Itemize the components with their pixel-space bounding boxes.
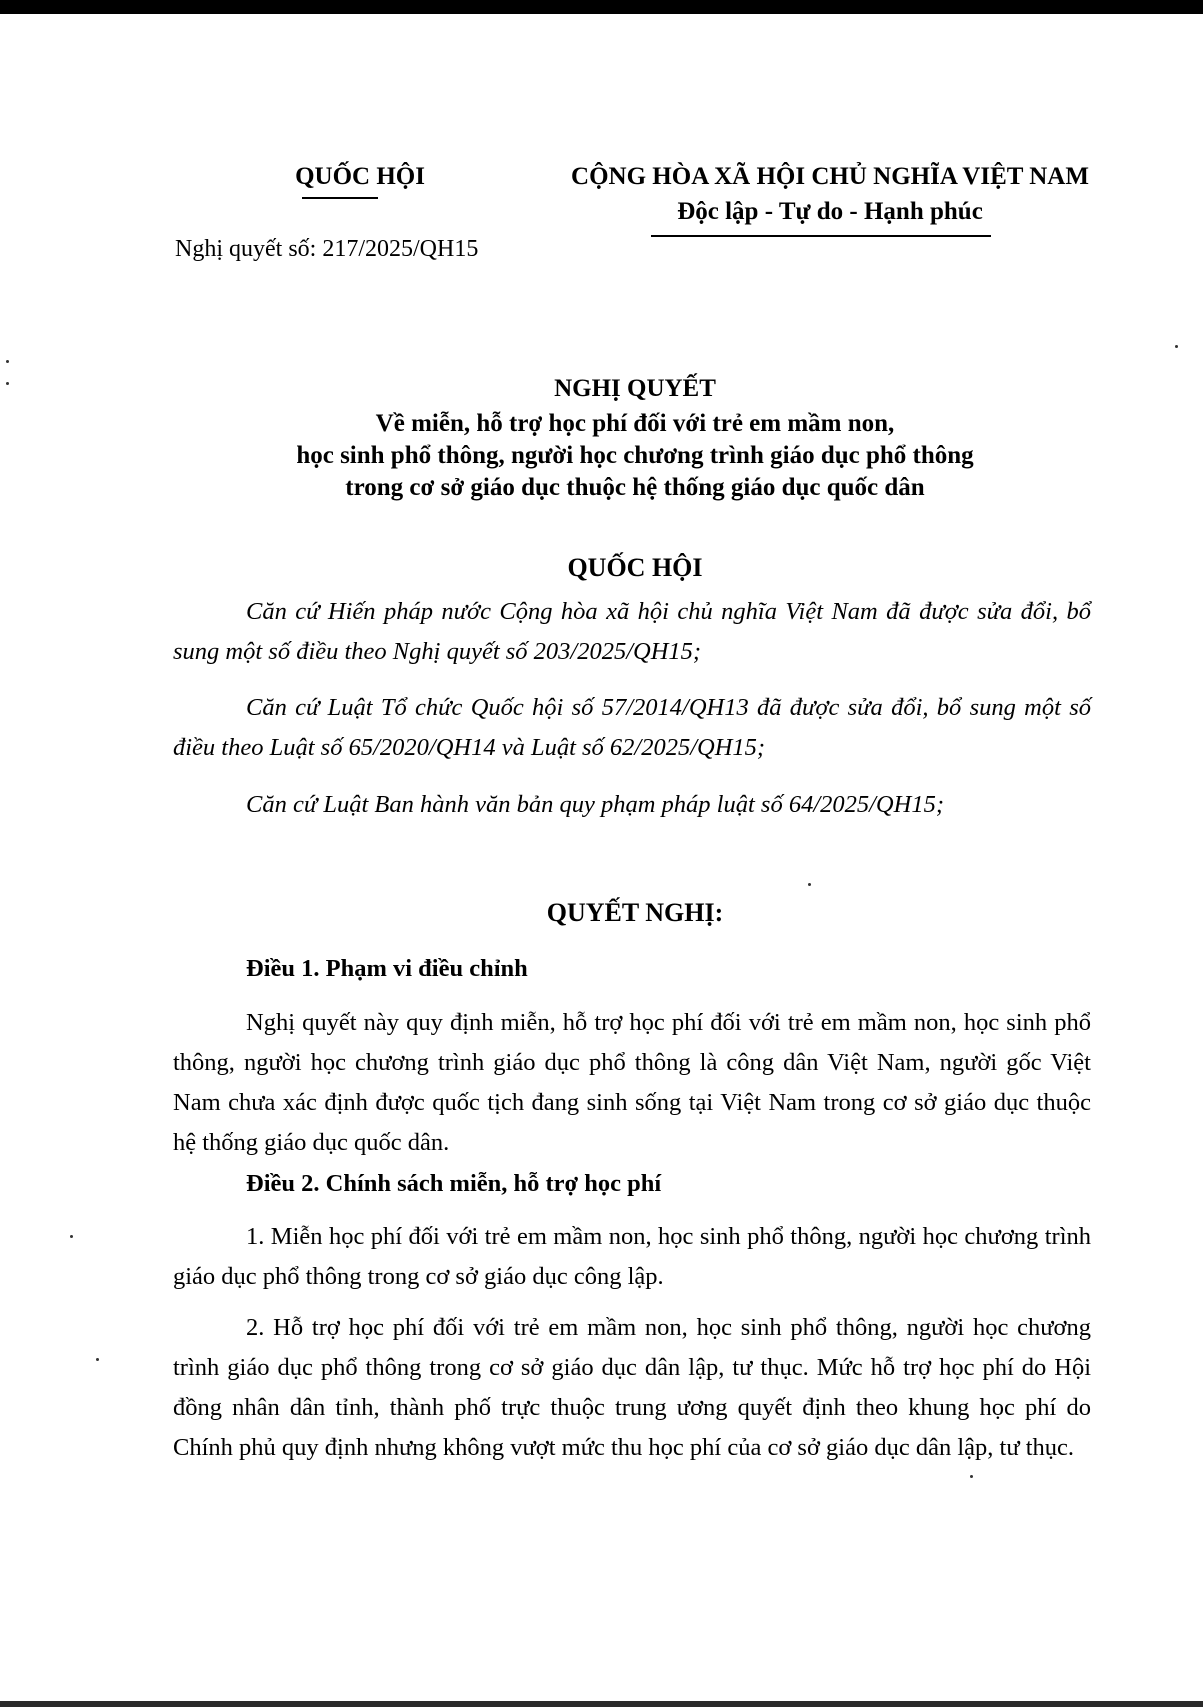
- scan-speck: [808, 883, 811, 886]
- article-2-clause-2: 2. Hỗ trợ học phí đối với trẻ em mầm non, học sinh phổ thông, người học chương trình giáo dục phổ thông trong cơ sở giáo dục dân lập, tư thục. Mức hỗ trợ học phí do Hội đồng nhân dân tỉnh, thành phố trực thuộc trung ương quyết định theo khung học phí do Chính phủ quy định nhưng không vượt mức thu học phí của cơ sở giáo dục dân lập, tư thục.: [173, 1314, 1091, 1461]
- document-type: NGHỊ QUYẾT: [554, 375, 716, 402]
- scan-speck: [1175, 345, 1178, 348]
- issuer-underline: [302, 197, 378, 199]
- title-line-2: học sinh phổ thông, người học chương trình giáo dục phổ thông: [296, 442, 974, 469]
- article-2-clause-1: 1. Miễn học phí đối với trẻ em mầm non, học sinh phổ thông, người học chương trình giáo dục phổ thông trong cơ sở giáo dục công lập.: [173, 1223, 1091, 1290]
- scan-speck: [970, 1475, 973, 1478]
- scan-speck: [70, 1235, 73, 1238]
- scan-speck: [6, 360, 9, 363]
- article-1-heading: Điều 1. Phạm vi điều chỉnh: [246, 955, 528, 982]
- article-2-heading: Điều 2. Chính sách miễn, hỗ trợ học phí: [246, 1170, 662, 1197]
- article-1-paragraph: Nghị quyết này quy định miễn, hỗ trợ học phí đối với trẻ em mầm non, học sinh phổ thông, người học chương trình giáo dục phổ thông là công dân Việt Nam, người gốc Việt Nam chưa xác định được quốc tịch đang sinh sống tại Việt Nam trong cơ sở giáo dục thuộc hệ thống giáo dục quốc dân.: [173, 1009, 1091, 1156]
- legal-basis-3: Căn cứ Luật Ban hành văn bản quy phạm pháp luật số 64/2025/QH15;: [246, 791, 944, 818]
- enacting-body: QUỐC HỘI: [567, 553, 703, 582]
- title-line-3: trong cơ sở giáo dục thuộc hệ thống giáo dục quốc dân: [345, 474, 925, 501]
- country-name: CỘNG HÒA XÃ HỘI CHỦ NGHĨA VIỆT NAM: [571, 163, 1089, 190]
- motto-underline: [651, 235, 991, 237]
- issuer-name: QUỐC HỘI: [295, 163, 425, 190]
- scan-speck: [96, 1358, 99, 1361]
- national-motto: Độc lập - Tự do - Hạnh phúc: [677, 198, 983, 225]
- scan-speck: [6, 382, 9, 385]
- scan-bottom-border: [0, 1701, 1203, 1707]
- legal-basis-2: Căn cứ Luật Tổ chức Quốc hội số 57/2014/QH13 đã được sửa đổi, bổ sung một số điều theo Luật số 65/2020/QH14 và Luật số 62/2025/QH15;: [173, 694, 1091, 761]
- resolution-number: Nghị quyết số: 217/2025/QH15: [175, 236, 479, 262]
- title-line-1: Về miễn, hỗ trợ học phí đối với trẻ em mầm non,: [375, 410, 895, 437]
- legal-basis-1: Căn cứ Hiến pháp nước Cộng hòa xã hội chủ nghĩa Việt Nam đã được sửa đổi, bổ sung một số điều theo Nghị quyết số 203/2025/QH15;: [173, 598, 1091, 665]
- decision-heading: QUYẾT NGHỊ:: [546, 898, 724, 927]
